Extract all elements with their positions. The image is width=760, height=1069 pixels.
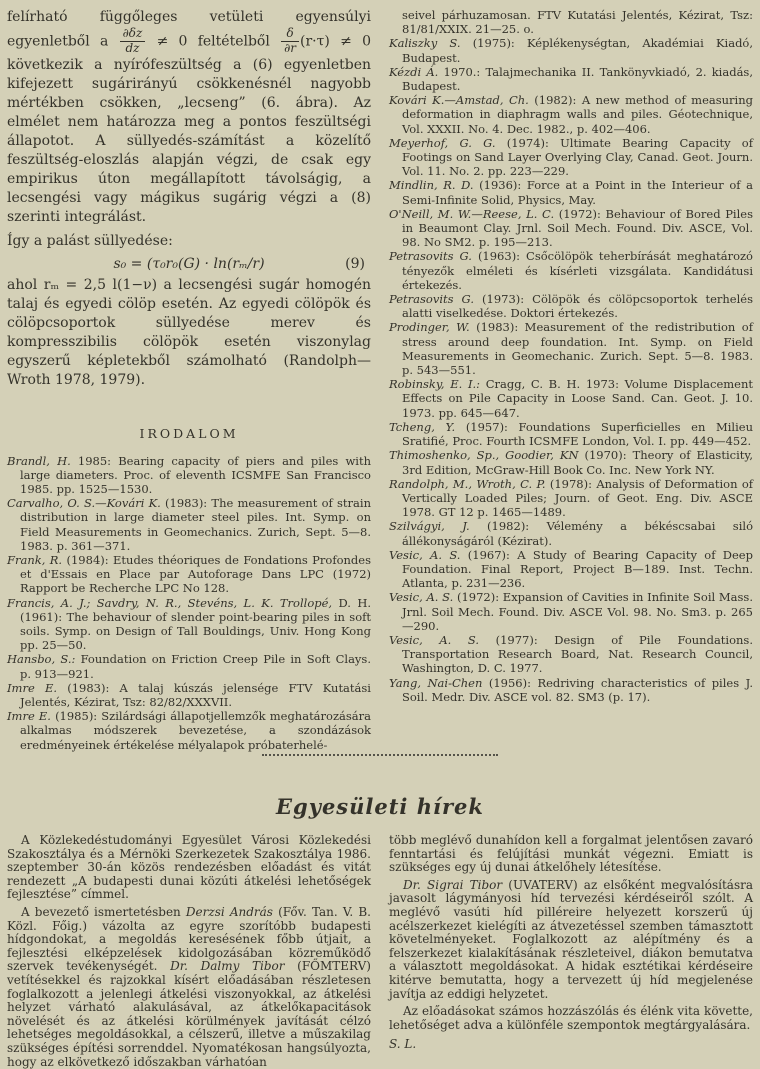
reference-body: (1983): Measurement of the redistribution of stress around deep foundation. Int. Symp. on Field Measurements in Geomechanic. Zurich. Sept. 5—8. 1983. p. 543—551. <box>402 320 753 378</box>
reference-authors: O'Neill, M. W.—Reese, L. C. <box>389 206 555 221</box>
paragraph-text: (r·τ) ≠ 0 következik a nyírófeszültség a (6) egyenletben kifejezett sugárirányú csökkenésnél nagyobb mértékben csökken, „lecseng” (6. ábra). Az elmélet nem határozza meg a pontos feszültségi állapotot. A süllyedés-számítást a közelítő feszültség-eloszlás alapján végzi, de csak egy empirikus úton megállapított távolságig, a lecsengési vagy mágikus sugárig végzi a (8) szerinti integrálást. <box>7 33 371 225</box>
reference-entry <box>389 207 753 250</box>
reference-body: (1936): Force at a Point in the Interieur of a Semi-Infinite Solid, Physics, May. <box>402 178 754 207</box>
reference-authors: Tcheng, Y. <box>389 419 456 434</box>
reference-entry <box>389 136 753 179</box>
reference-entry <box>389 676 753 704</box>
news-paragraph: A Közlekedéstudományi Egyesület Városi Közlekedési Szakosztálya és a Mérnöki Szerkezetek Szakosztálya 1986. szeptember 30-án közös rendezésben előadást és vitát rendezett „A budapesti dunai közúti átkelési lehetőségek fejlesztése” címmel. <box>7 833 371 902</box>
reference-body: (1975): Képlékenységtan, Akadémiai Kiadó, Budapest. <box>402 36 754 65</box>
reference-authors: Kaliszky S. <box>389 36 461 51</box>
paragraph-ahol: ahol rₘ = 2,5 l(1−ν) a lecsengési sugár homogén talaj és egyedi cölöp esetén. Az egyedi cölöpök és cölöpcsoportok süllyedése merev és kompresszibilis cölöpök esetén viszonylag egyszerű képletekből számolható (Randolph—Wroth 1978, 1979). <box>7 276 371 388</box>
reference-body: (1977): Design of Pile Foundations. Transportation Research Board, Nat. Research Council, Washington, D. C. 1977. <box>402 632 753 676</box>
reference-entry <box>389 420 753 448</box>
section-divider <box>262 754 498 756</box>
reference-body: (1963): Csőcölöpök teherbírását meghatározó tényezők elméleti és kísérleti vizsgálata. Kandidátusi értekezés. <box>402 249 753 292</box>
reference-body: (1978): Analysis of Deformation of Vertically Loaded Piles; Journ. of Geot. Eng. Div. ASCE 1978. GT 12 p. 1465—1489. <box>402 476 754 520</box>
reference-entry <box>7 553 371 596</box>
left-column <box>7 8 371 752</box>
news-paragraph-continuation: több meglévő dunahídon kell a forgalmat jelentősen zavaró fenntartási és felújítási munkát végezni. Emiatt is szükséges egy új dunai átkelőhely létesítése. <box>389 833 753 875</box>
paragraph-text: ≠ 0 feltételből <box>146 33 281 50</box>
news-left-column <box>7 834 371 1069</box>
reference-authors: Frank, R. <box>7 553 63 568</box>
reference-body: (1984): Etudes théoriques de Fondations Profondes et d'Essais en Place par Autoforage Dans LPC (1972) Rapport be Recherche LPC No 128. <box>20 553 371 596</box>
reference-body: (1972): Expansion of Cavities in Infinite Soil Mass. Jrnl. Soil Mech. Found. Div. ASCE Vol. 98. No. Sm3. p. 265—290. <box>402 590 753 633</box>
bibliography-heading: IRODALOM <box>139 425 239 441</box>
reference-body: (1983): The measurement of strain distribution in large diameter steel piles. Int. Symp. on Field Measurements in Geomechanics. Zurich, Sept. 5—8. 1983. p. 361—371. <box>20 496 371 553</box>
news-section-heading: Egyesületi hírek <box>276 794 484 819</box>
reference-continuation: seivel párhuzamosan. FTV Kutatási Jelentés, Kézirat, Tsz: 81/81/XXIX. 21—25. o. <box>402 8 753 37</box>
reference-entry <box>389 93 753 136</box>
reference-body: (1972): Behaviour of Bored Piles in Beaumont Clay. Jrnl. Soil Mech. Found. Div. ASCE, Vol. 98. No SM2. p. 195—213. <box>402 206 753 250</box>
reference-body: Foundation on Friction Creep Pile in Soft Clays. p. 913—921. <box>20 652 371 681</box>
reference-body: (1983): A talaj kúszás jelensége FTV Kutatási Jelentés, Kézirat, Tsz: 82/82/XXXVII. <box>20 680 371 710</box>
reference-entry <box>389 633 753 676</box>
inline-fraction-delta-dr <box>281 27 299 56</box>
inline-fraction-ddeltaz-dz <box>120 27 146 56</box>
fraction-numerator: ∂δz <box>120 27 146 42</box>
reference-authors: Imre E. <box>7 680 58 695</box>
reference-authors: Vesic, A. S. <box>389 547 461 562</box>
equation-9 <box>7 256 371 272</box>
news-paragraph: Dr. Sigrai Tibor (UVATERV) az elsőként megvalósításra javasolt lágymányosi híd tervezési kérdéseiről szólt. A meglévő vasúti híd pilléreire helyezett korszerű új acélszerkezet kielégíti az átvezetéssel szemben támasztott követelményeket. Foglalkozott az alépítmény és a felszerkezet kialakításának részleteivel, diákon bemutatva a választott megoldásokat. A hidak esztétikai kérdéseire kitérve bemutatta, hogy a tervezett új híd megjelenése javítja az eddigi helyzetet. <box>389 877 753 1001</box>
reference-body: (1957): Foundations Superficielles en Milieu Sratifié, Proc. Fourth ICSMFE London, Vol. I. pp. 449—452. <box>402 419 753 449</box>
reference-authors: Kézdi Á. <box>389 64 439 79</box>
reference-body: (1974): Ultimate Bearing Capacity of Footings on Sand Layer Overlying Clay, Canad. Geot. Journ. Vol. 11. No. 2. pp. 223—229. <box>402 135 753 179</box>
reference-authors: Mindlin, R. D. <box>389 178 474 193</box>
reference-authors: Randolph, M., Wroth, C. P. <box>389 476 546 491</box>
reference-entry <box>389 178 753 206</box>
paragraph-equilibrium <box>7 8 371 227</box>
fraction-denominator: dz <box>125 40 140 55</box>
fraction-numerator: δ <box>281 27 299 42</box>
reference-authors: Szilvágyi, J. <box>389 519 470 534</box>
reference-entry <box>389 292 753 320</box>
reference-entry <box>7 652 371 680</box>
reference-body: (1956): Redriving characteristics of piles J. Soil. Medr. Div. ASCE vol. 82. SM3 (p. 17). <box>402 675 753 704</box>
reference-authors: Vesic, A. S. <box>389 590 454 605</box>
news-paragraph: A bevezető ismertetésben Derzsi András (Főv. Tan. V. B. Közl. Főig.) vázolta az egyre szorítóbb budapesti hídgondokat, a megoldás keresésének főbb útjait, a fejlesztési elképzelések kidolgozásában közreműködő szervek tevékenységét. Dr. Dalmy Tibor (FŐMTERV) vetítésekkel és rajzokkal kísért előadásában részletesen foglalkozott a jelenlegi átkelési viszonyokkal, az átkelési helyzet várható alakulásával, az átkelőkapacitások növelését és az átkelési körülmények javítását célzó lehetséges megoldásokkal, a célszerű, illetve a műszakilag szükséges építési sorrenddel. Nyomatékosan hangsúlyozta, hogy az elkövetkező időszakban várhatóan <box>7 904 371 1069</box>
reference-body: 1970.: Talajmechanika II. Tankönyvkiadó, 2. kiadás, Budapest. <box>402 64 753 94</box>
reference-entry <box>7 496 371 553</box>
reference-authors: Brandl, H. <box>7 453 71 468</box>
reference-body: (1970): Theory of Elasticity, 3rd Edition, McGraw-Hill Book Co. Inc. New York NY. <box>402 448 753 477</box>
paragraph-palast-intro: Így a palást süllyedése: <box>7 232 173 249</box>
reference-authors: Robinsky, E. I.: <box>389 377 481 392</box>
reference-authors: Francis, A. J.; Savdry, N. R., Stevéns, L. K. Trollopé, <box>7 595 333 610</box>
reference-entry <box>7 681 371 709</box>
reference-body: (1982): A new method of measuring deformation in diaphragm walls and piles. Géotechnique, Vol. XXXII. No. 4. Dec. 1982., p. 402—406. <box>402 93 753 136</box>
right-column <box>389 8 753 710</box>
equation-expression: s₀ = (τ₀r₀(G) · ln(rₘ/r) <box>113 255 265 272</box>
paragraph-text: felírható függőleges vetületi egyensúlyi egyenletből a <box>7 9 371 50</box>
reference-body: D. H. (1961): The behaviour of slender point-bearing piles in soft soils. Symp. on Design of Tall Bouldings, Univ. Hong Kong pp. 25—50. <box>20 595 371 653</box>
equation-number: (9) <box>345 255 365 272</box>
reference-authors: Vesic, A. S. <box>389 632 479 647</box>
reference-authors: Petrasovits G. <box>389 292 474 307</box>
reference-authors: Kovári K.—Amstad, Ch. <box>389 93 529 108</box>
reference-entry <box>7 454 371 497</box>
reference-entry <box>389 36 753 64</box>
references-list-left <box>7 454 371 752</box>
reference-body: (1982): Vélemény a békéscsabai siló állékonyságáról (Kézirat). <box>402 519 753 548</box>
reference-entry <box>7 596 371 653</box>
reference-authors: Carvalho, O. S.—Kovári K. <box>7 496 161 511</box>
article-and-references-section <box>7 8 754 752</box>
reference-entry <box>389 519 753 547</box>
reference-entry <box>389 448 753 476</box>
reference-authors: Yang, Nai-Chen <box>389 675 483 690</box>
reference-authors: Imre E. <box>7 709 51 724</box>
reference-entry <box>7 709 371 752</box>
reference-entry <box>389 320 753 377</box>
reference-body: 1985: Bearing capacity of piers and piles with large diameters. Proc. of eleventh ICSMFE San Francisco 1985. pp. 1525—1530. <box>20 453 371 496</box>
reference-entry <box>389 548 753 591</box>
news-right-column <box>389 834 753 1069</box>
references-list-right <box>389 36 753 704</box>
reference-entry <box>389 65 753 93</box>
reference-body: Cragg, C. B. H. 1973: Volume Displacement Effects on Pile Capacity in Loose Sand. Can. Geot. J. 10. 1973. pp. 645—647. <box>402 377 753 420</box>
reference-entry <box>389 477 753 520</box>
news-section <box>7 834 753 1069</box>
fraction-denominator: ∂r <box>284 40 297 55</box>
reference-body: (1967): A Study of Bearing Capacity of Deep Foundation. Final Report, Project B—189. Inst. Techn. Atlanta, p. 231—236. <box>402 547 753 591</box>
reference-body: (1985): Szilárdsági állapotjellemzők meghatározására alkalmas módszerek bevezetése, a szondázások eredményeinek értékelése mélyalapok próbaterhelé- <box>20 709 371 752</box>
reference-authors: Hansbo, S.: <box>7 652 76 667</box>
reference-authors: Prodinger, W. <box>389 320 470 335</box>
reference-body: (1973): Cölöpök és cölöpcsoportok terhelés alatti viselkedése. Doktori értekezés. <box>402 292 753 321</box>
reference-entry <box>389 590 753 633</box>
reference-authors: Thimoshenko, Sp., Goodier, KN <box>389 448 579 463</box>
reference-entry <box>389 377 753 420</box>
reference-entry <box>389 249 753 292</box>
news-paragraph: Az előadásokat számos hozzászólás és élénk vita követte, lehetőséget adva a különféle szempontok megtárgyalására. <box>389 1004 753 1032</box>
reference-authors: Petrasovits G. <box>389 249 472 264</box>
author-signature: S. L. <box>389 1037 417 1052</box>
reference-authors: Meyerhof, G. G. <box>389 135 496 150</box>
